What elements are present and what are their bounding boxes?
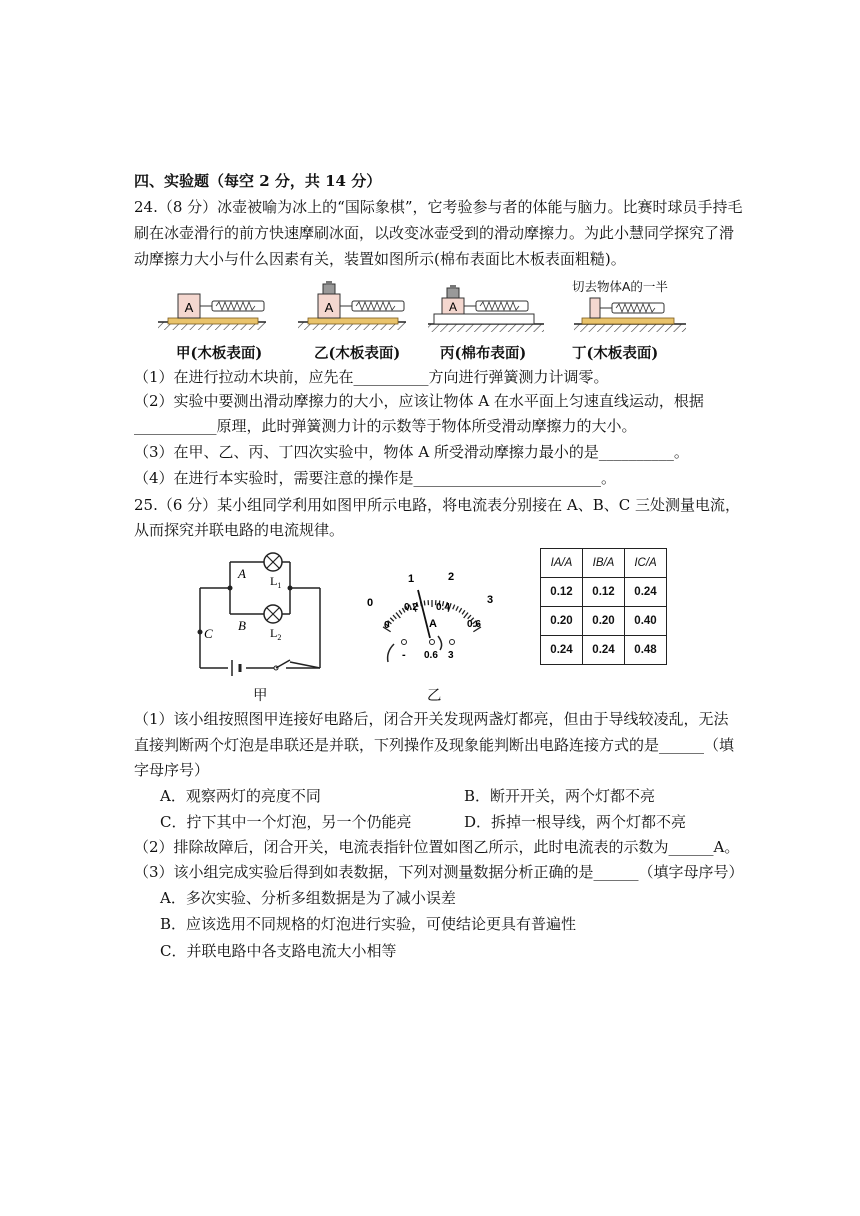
q24-stem-line-1: 24.（8 分）冰壶被喻为冰上的“国际象棋”，它考验参与者的体能与脑力。比赛时球员手持毛: [134, 198, 743, 216]
table-cell: 0.12: [541, 578, 583, 607]
inner-scale-06: 0.6: [467, 619, 481, 630]
q25-stem-line-2: 从而探究并联电路的电流规律。: [134, 521, 345, 539]
terminal-3: 3: [448, 650, 454, 661]
caption-circuit-jia: 甲: [253, 688, 268, 704]
q25-sub-1b: 直接判断两个灯泡是串联还是并联，下列操作及现象能判断出电路连接方式的是______（填: [134, 736, 735, 754]
section-title: 四、实验题（每空 2 分，共 14 分）: [134, 172, 382, 190]
table-row: [541, 636, 667, 665]
table-cell: 0.40: [625, 607, 667, 636]
table-row: [541, 607, 667, 636]
caption-ding: 丁(木板表面): [572, 345, 659, 362]
setup-bing: [428, 285, 544, 332]
q25-sub-2: （2）排除故障后，闭合开关，电流表指针位置如图乙所示，此时电流表的示数为______A。: [134, 838, 740, 856]
table-row: [541, 578, 667, 607]
meter-pointer: [418, 590, 430, 638]
table-header: IB/A: [583, 549, 625, 578]
inner-scale-04: 0.4: [436, 602, 450, 613]
q24-sub-2b: ___________原理，此时弹簧测力计的示数等于物体所受滑动摩擦力的大小。: [134, 417, 637, 435]
battery-icon: [232, 660, 240, 676]
parallel-circuit-diagram: [190, 552, 330, 678]
terminal-06: 0.6: [424, 650, 438, 661]
q25-stem-line-1: 25.（6 分）某小组同学利用如图甲所示电路，将电流表分别接在 A、B、C 三处测量电流，: [134, 496, 741, 514]
scale-tick: [462, 610, 465, 614]
table-cell: 0.20: [541, 607, 583, 636]
scale-tick: [453, 605, 455, 610]
q25-sub-1a: （1）该小组按照图甲连接好电路后，闭合开关发现两盏灯都亮，但由于导线较凌乱，无法: [134, 710, 729, 728]
cut-half-note: 切去物体A的一半: [572, 280, 668, 294]
scale-tick: [464, 613, 468, 618]
table-cell: 0.48: [625, 636, 667, 665]
scale-tick: [390, 618, 394, 621]
q24-stem-line-3: 动摩擦力大小与什么因素有关，装置如图所示(棉布表面比木板表面粗糙)。: [134, 250, 626, 268]
point-a-label: A: [238, 566, 246, 581]
point-c-label: C: [204, 626, 213, 641]
outer-scale-2: 2: [448, 571, 455, 583]
table-cell: 0.24: [583, 636, 625, 665]
point-b-label: B: [238, 618, 246, 633]
scale-tick: [399, 610, 402, 614]
inner-scale-0: 0: [384, 620, 390, 631]
table-cell: 0.24: [625, 578, 667, 607]
scale-tick: [393, 615, 396, 619]
outer-scale-3: 3: [487, 594, 494, 606]
table-cell: 0.20: [583, 607, 625, 636]
table-header: IA/A: [541, 549, 583, 578]
terminal-neg: -: [402, 649, 406, 661]
l1-label: $L_1$: [270, 574, 282, 590]
block-a-label: A: [184, 300, 194, 315]
scale-tick: [424, 601, 425, 606]
table-header-row: [541, 549, 667, 578]
caption-meter-yi: 乙: [427, 688, 442, 704]
caption-yi: 乙(木板表面): [314, 345, 401, 362]
q24-sub-2a: （2）实验中要测出滑动摩擦力的大小，应该让物体 A 在水平面上匀速直线运动，根据: [134, 392, 704, 410]
block-a-label: A: [324, 300, 334, 315]
lamp-l1-icon: [264, 553, 282, 571]
ammeter-dial: [360, 566, 510, 670]
q25-opt3-c: C．并联电路中各支路电流大小相等: [160, 942, 397, 960]
q25-opt1-d: D．拆掉一根导线，两个灯都不亮: [464, 813, 687, 831]
l2-label: $L_2$: [270, 626, 282, 642]
q25-sub-1c: 字母序号）: [134, 761, 210, 779]
q24-sub-3: （3）在甲、乙、丙、丁四次实验中，物体 A 所受滑动摩擦力最小的是__________。: [134, 443, 689, 461]
outer-scale-1: 1: [408, 573, 415, 585]
q25-opt1-b: B．断开开关，两个灯都不亮: [464, 787, 656, 805]
q25-opt1-a: A．观察两灯的亮度不同: [160, 787, 321, 805]
scale-tick: [456, 606, 458, 610]
inner-scale-02: 0.2: [404, 602, 418, 613]
outer-scale-0: 0: [367, 597, 374, 609]
setup-jia: [158, 294, 266, 330]
current-data-table: [540, 548, 667, 665]
q25-opt1-c: C．拧下其中一个灯泡，另一个仍能亮: [160, 813, 412, 831]
block-a-label: A: [448, 300, 458, 314]
lamp-l2-icon: [264, 605, 282, 623]
q25-opt3-b: B．应该选用不同规格的灯泡进行实验，可使结论更具有普遍性: [160, 915, 577, 933]
q24-sub-1: （1）在进行拉动木块前，应先在__________方向进行弹簧测力计调零。: [134, 368, 609, 386]
q24-stem-line-2: 刷在冰壶滑行的前方快速摩刷冰面，以改变冰壶受到的滑动摩擦力。为此小慧同学探究了滑: [134, 224, 735, 242]
q24-sub-4: （4）在进行本实验时，需要注意的操作是_________________________。: [134, 469, 617, 487]
scale-tick: [459, 608, 462, 612]
scale-tick: [396, 613, 400, 618]
setup-ding: [574, 298, 686, 332]
q25-opt3-a: A．多次实验、分析多组数据是为了减小误差: [160, 889, 456, 907]
table-cell: 0.12: [583, 578, 625, 607]
unit-label: A: [429, 618, 437, 630]
setup-yi: [298, 281, 406, 330]
caption-bing: 丙(棉布表面): [440, 345, 527, 362]
q25-sub-3: （3）该小组完成实验后得到如表数据，下列对测量数据分析正确的是______（填字母序号）: [134, 863, 744, 881]
table-cell: 0.24: [541, 636, 583, 665]
caption-jia: 甲(木板表面): [176, 345, 263, 362]
table-header: IC/A: [625, 549, 667, 578]
